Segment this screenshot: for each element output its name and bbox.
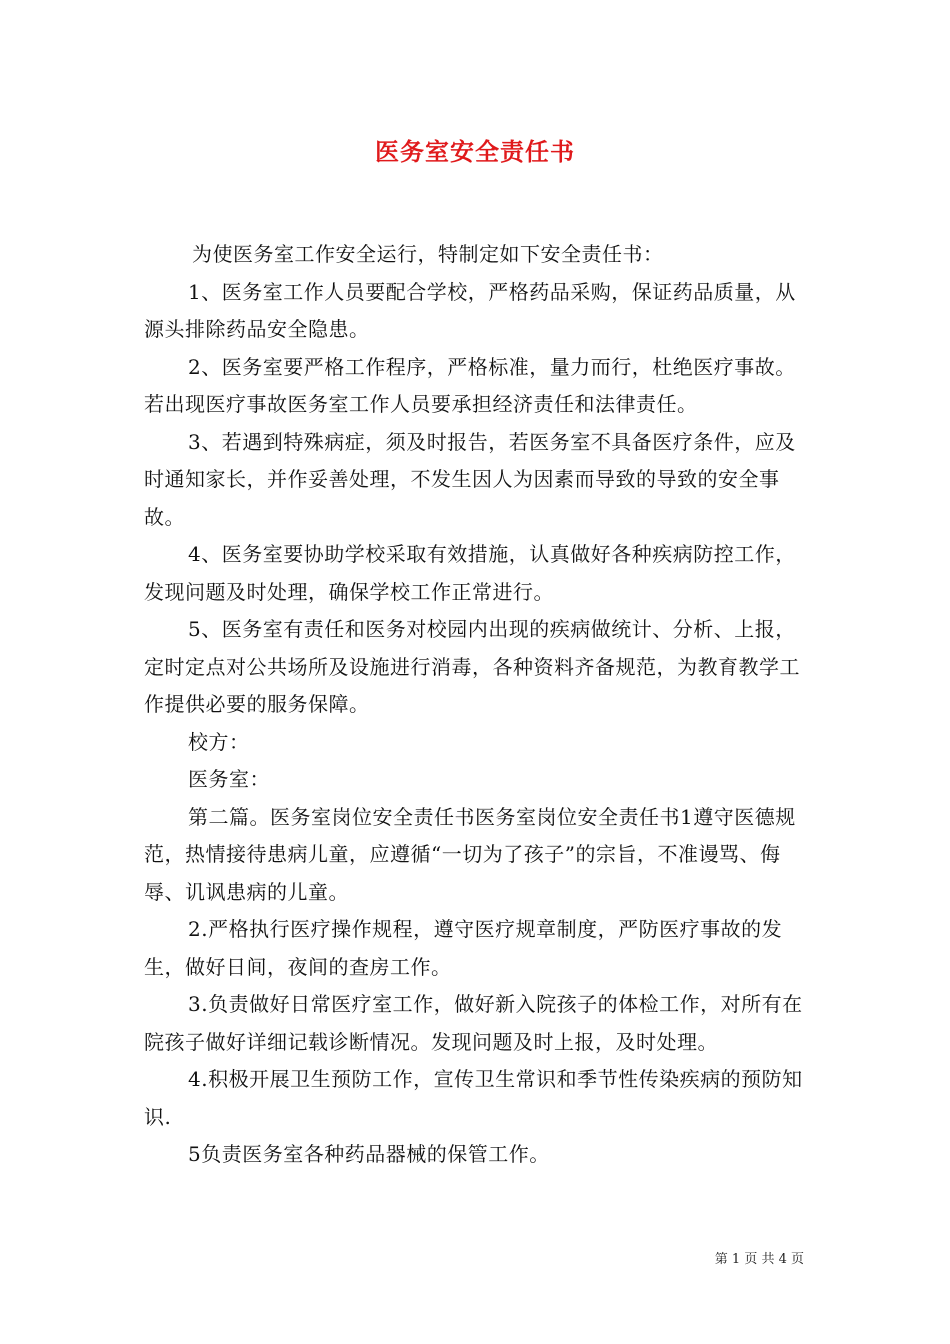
- paragraph-item-5: 5、医务室有责任和医务对校园内出现的疾病做统计、分析、上报，定时定点对公共场所及设施进行消毒，各种资料齐备规范，为教育教学工作提供必要的服务保障。: [144, 617, 800, 716]
- page-title: 医务室安全责任书: [375, 137, 575, 166]
- paragraph-item-1: 1、医务室工作人员要配合学校，严格药品采购，保证药品质量，从源头排除药品安全隐患。: [144, 279, 796, 341]
- signature-clinic: 医务室：: [188, 767, 270, 791]
- paragraph-duty-2: 2.严格执行医疗操作规程，遵守医疗规章制度，严防医疗事故的发生，做好日间，夜间的查房工作。: [144, 917, 783, 979]
- paragraph-duty-3: 3.负责做好日常医疗室工作，做好新入院孩子的体检工作，对所有在院孩子做好详细记载诊断情况。发现问题及时上报，及时处理。: [144, 992, 803, 1054]
- paragraph-item-4: 4、医务室要协助学校采取有效措施，认真做好各种疾病防控工作，发现问题及时处理，确保学校工作正常进行。: [144, 542, 796, 604]
- page-number: 第 1 页 共 4 页: [714, 1252, 804, 1267]
- paragraph-section-two: 第二篇。医务室岗位安全责任书医务室岗位安全责任书1遵守医德规范，热情接待患病儿童，应遵循“一切为了孩子”的宗旨，不准谩骂、侮辱、讥讽患病的儿童。: [144, 804, 796, 904]
- paragraph-duty-4: 4.积极开展卫生预防工作，宣传卫生常识和季节性传染疾病的预防知识.: [144, 1067, 803, 1129]
- paragraph-duty-5: 5负责医务室各种药品器械的保管工作。: [188, 1142, 550, 1166]
- signature-school: 校方：: [188, 729, 250, 754]
- paragraph-intro: 为使医务室工作安全运行，特制定如下安全责任书：: [192, 242, 664, 266]
- paragraph-item-3: 3、若遇到特殊病症，须及时报告，若医务室不具备医疗条件，应及时通知家长，并作妥善处理，不发生因人为因素而导致的导致的安全事故。: [144, 429, 796, 529]
- paragraph-item-2: 2、医务室要严格工作程序，严格标准，量力而行，杜绝医疗事故。若出现医疗事故医务室工作人员要承担经济责任和法律责任。: [144, 354, 796, 416]
- document-body: [144, 236, 812, 1174]
